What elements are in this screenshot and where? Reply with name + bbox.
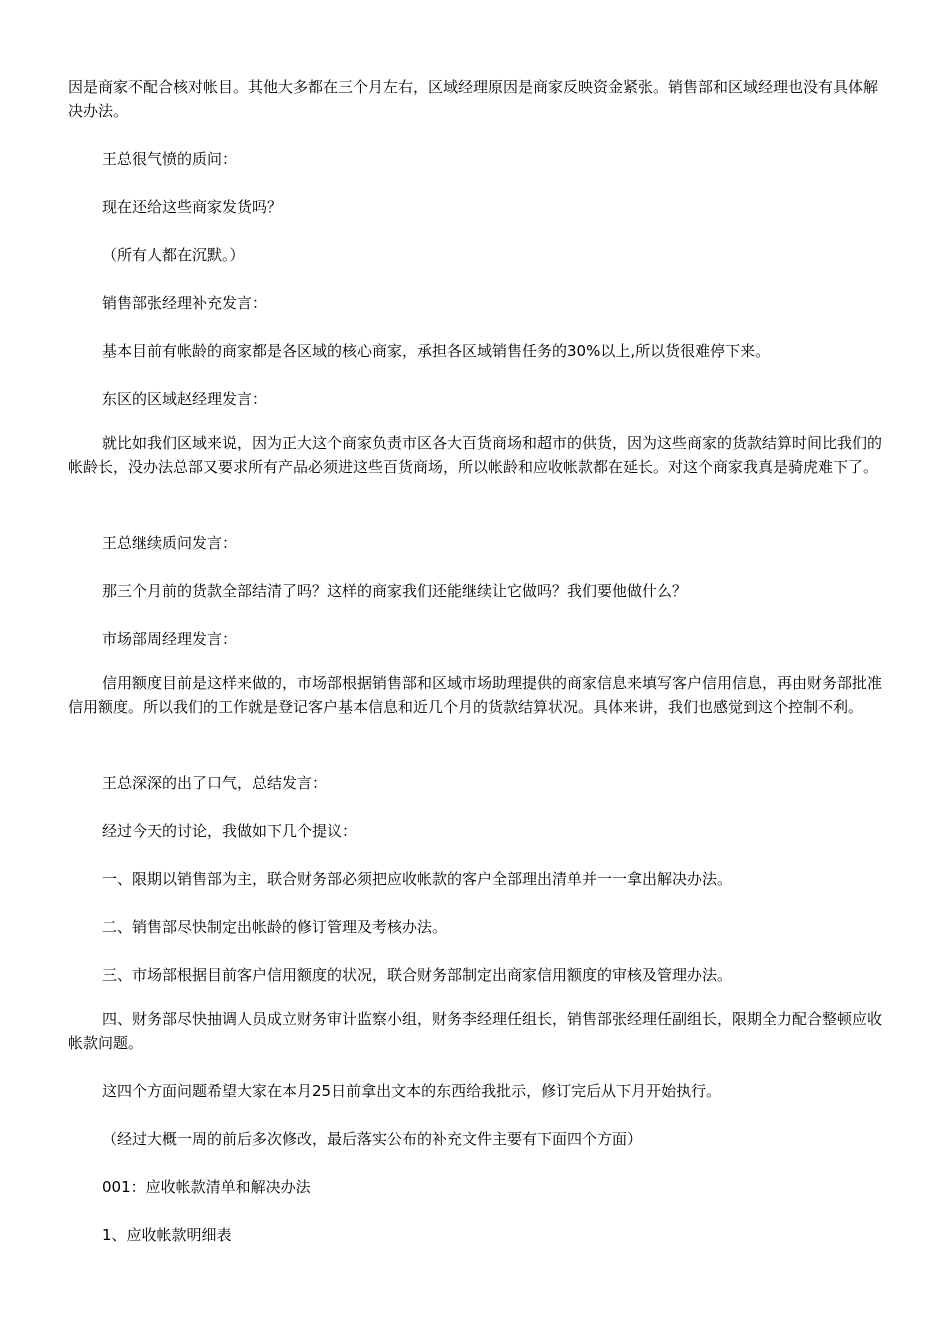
paragraph-proposals-intro: 经过今天的讨论，我做如下几个提议： [102, 822, 358, 840]
paragraph-zhang-speaker: 销售部张经理补充发言： [102, 294, 268, 312]
paragraph-proposal-2: 二、销售部尽快制定出帐龄的修订管理及考核办法。 [102, 918, 448, 936]
paragraph-wang-question: 王总很气愤的质问： [102, 150, 238, 168]
paragraph-continuation: 因是商家不配合核对帐目。其他大多都在三个月左右，区域经理原因是商家反映资金紧张。销售部和区域经理也没有具体解决办法。 [68, 78, 879, 120]
subsection-heading-1: 1、应收帐款明细表 [102, 1226, 232, 1244]
paragraph-zhao-statement: 就比如我们区域来说，因为正大这个商家负责市区各大百货商场和超市的供货，因为这些商家的货款结算时间比我们的帐龄长，没办法总部又要求所有产品必须进这些百货商场，所以帐龄和应收帐款都在延长。对这个商家我真是骑虎难下了。 [68, 434, 883, 476]
paragraph-deadline: 这四个方面问题希望大家在本月25日前拿出文本的东西给我批示，修订完后从下月开始执行。 [102, 1082, 722, 1100]
paragraph-revision-note: （经过大概一周的前后多次修改，最后落实公布的补充文件主要有下面四个方面） [102, 1130, 643, 1148]
paragraph-silence: （所有人都在沉默。） [102, 246, 245, 264]
paragraph-wang-summary: 王总深深的出了口气，总结发言： [102, 774, 328, 792]
paragraph-wang-followup: 王总继续质问发言： [102, 534, 238, 552]
paragraph-still-shipping: 现在还给这些商家发货吗？ [102, 198, 283, 216]
paragraph-zhao-speaker: 东区的区域赵经理发言： [102, 390, 268, 408]
section-heading-001: 001：应收帐款清单和解决办法 [102, 1178, 311, 1196]
paragraph-wang-questions: 那三个月前的货款全部结清了吗？这样的商家我们还能继续让它做吗？我们要他做什么？ [102, 582, 688, 600]
paragraph-proposal-3: 三、市场部根据目前客户信用额度的状况，联合财务部制定出商家信用额度的审核及管理办法。 [102, 966, 733, 984]
paragraph-zhou-statement: 信用额度目前是这样来做的，市场部根据销售部和区域市场助理提供的商家信息来填写客户信用信息，再由财务部批准信用额度。所以我们的工作就是登记客户基本信息和近几个月的货款结算状况。具体来讲，我们也感觉到这个控制不利。 [68, 674, 883, 716]
paragraph-zhang-statement: 基本目前有帐龄的商家都是各区域的核心商家，承担各区域销售任务的30%以上,所以货很难停下来。 [102, 342, 771, 360]
paragraph-zhou-speaker: 市场部周经理发言： [102, 630, 238, 648]
paragraph-proposal-4: 四、财务部尽快抽调人员成立财务审计监察小组，财务李经理任组长，销售部张经理任副组长，限期全力配合整顿应收帐款问题。 [68, 1010, 883, 1052]
paragraph-proposal-1: 一、限期以销售部为主，联合财务部必须把应收帐款的客户全部理出清单并一一拿出解决办法。 [102, 870, 733, 888]
